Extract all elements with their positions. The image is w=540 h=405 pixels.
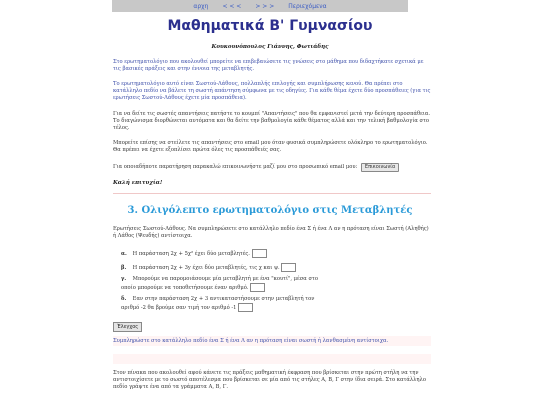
question-text: Εαν στην παράσταση 2χ + 3 αντικαταστήσουμε στην μεταβλητή τον αριθμό -2 θα βρούμε σαν τιμή τον αριθμό -1 bbox=[121, 296, 315, 311]
page-authors: Κουκουνόπουλος Γιάννης, Φωτιάδης bbox=[211, 44, 329, 50]
divider bbox=[113, 193, 431, 194]
question-a bbox=[121, 249, 321, 258]
intro-paragraph-3: Για να δείτε τις σωστές απαντήσεις πατήστε το κουμπί "Απαντήσεις" που θα εμφανιστεί μετά την δεύτερη προσπάθεια. Το διαγώνισμα διορθώνεται αυτόματα και θα δείτε την βαθμολογία κάθε θέματος αλλά και την τελική βαθμολογία στο τέλος. bbox=[113, 111, 431, 131]
question-label: α. bbox=[121, 251, 127, 257]
greeting: Καλή επιτυχία! bbox=[113, 180, 163, 186]
nav-next-link[interactable]: > > > bbox=[255, 2, 275, 10]
question-label: β. bbox=[121, 265, 127, 271]
intro-paragraph-1: Στο ερωτηματολόγιο που ακολουθεί μπορείτε να επιβεβαιώσετε τις γνώσεις στο μάθημα που διδαχτήκατε σχετικά με τις βασικές πράξεις και στην έννοια της μεταβλητής. bbox=[113, 59, 424, 72]
nav-prev-link[interactable]: < < < bbox=[222, 2, 242, 10]
answer-input-b[interactable] bbox=[281, 263, 296, 272]
nav-contents-link[interactable]: Περιεχόμενα bbox=[288, 2, 327, 10]
question-label: δ. bbox=[121, 296, 127, 302]
question-b bbox=[121, 263, 321, 272]
question-c bbox=[121, 276, 321, 292]
top-nav-bar bbox=[112, 0, 408, 12]
contact-button[interactable]: Επικοινωνία bbox=[361, 163, 399, 172]
question-text: Μπορούμε να παρομοιάσουμε μία μεταβλητή με ένα "κουτί", μέσα στο οποίο μπορούμε να τοποθετήσουμε έναν αριθμό. bbox=[121, 276, 318, 291]
contact-text: Για οποιαδήποτε παρατήρηση παρακαλώ επικοινωνήστε μαζί μου στο προσωπικό email μου: bbox=[113, 164, 358, 170]
contact-line bbox=[113, 163, 431, 172]
spacer-band bbox=[113, 354, 431, 364]
question-text: Η παράσταση 2χ + 3y έχει δύο μεταβλητές, τις χ και ψ. bbox=[132, 265, 280, 271]
section-title: 3. Ολιγόλεπτο ερωτηματολόγιο στις Μεταβλητές bbox=[127, 205, 413, 216]
question-label: γ. bbox=[121, 276, 127, 282]
question-text: Η παράσταση 2χ + 5χ² έχει δύο μεταβλητές. bbox=[132, 251, 250, 257]
answer-input-c[interactable] bbox=[250, 283, 265, 292]
page-title: Μαθηματικά Β' Γυμνασίου bbox=[167, 18, 373, 34]
check-button[interactable]: Έλεγχος bbox=[113, 322, 142, 332]
section-note: Συμπληρώστε στο κατάλληλο πεδίο ένα Σ ή ένα Λ αν η πρόταση είναι σωστή ή λανθασμένη αντίστοιχα. bbox=[113, 338, 389, 344]
answer-input-a[interactable] bbox=[252, 249, 267, 258]
section-instructions: Ερωτήσεις Σωστού-Λάθους. Να συμπληρώσετε στο κατάλληλο πεδίο ένα Σ ή ένα Λ αν η πρόταση είναι Σωστή (Αληθής) ή Λάθος (Ψευδής) αντίστοιχα. bbox=[113, 226, 429, 239]
answer-input-d[interactable] bbox=[238, 303, 253, 312]
intro-paragraph-4: Μπορείτε επίσης να στείλετε τις απαντήσεις στο email μου όταν φυσικά συμπληρώσετε ολόκληρο το ερωτηματολόγιο. Θα πρέπει να έχετε εξοπλίσει πρώτα όλες τις προσπάθειές σας. bbox=[113, 140, 428, 153]
nav-home-link[interactable]: αρχη bbox=[193, 2, 209, 10]
table-intro: Στον πίνακα που ακολουθεί αφού κάνετε τις πράξεις μαθηματική έκφραση που βρίσκεται στην πρώτη στήλη να την αντιστοιχίσετε με το σωστό αποτέλεσμα που βρίσκεται σε μία από τις στήλες Α, Β, Γ στην ίδια σειρά. Στο κατάλληλο πεδίο γράψτε ένα από τα γράμματα Α, Β, Γ. bbox=[113, 370, 426, 390]
question-d bbox=[121, 296, 321, 312]
intro-paragraph-2: Το ερωτηματολόγιο αυτό είναι Σωστού-Λάθους, πολλαπλής επιλογής και συμπλήρωσης κενού. Θα πρέπει στο κατάλληλο πεδίο να βάλετε τη σωστή απάντηση σύμφωνα με τις οδηγίες. Για κάθε θέμα έχετε δύο προσπάθειες (για τις ερωτήσεις Σωστού-Λάθους έχετε μία προσπάθεια). bbox=[113, 81, 431, 101]
